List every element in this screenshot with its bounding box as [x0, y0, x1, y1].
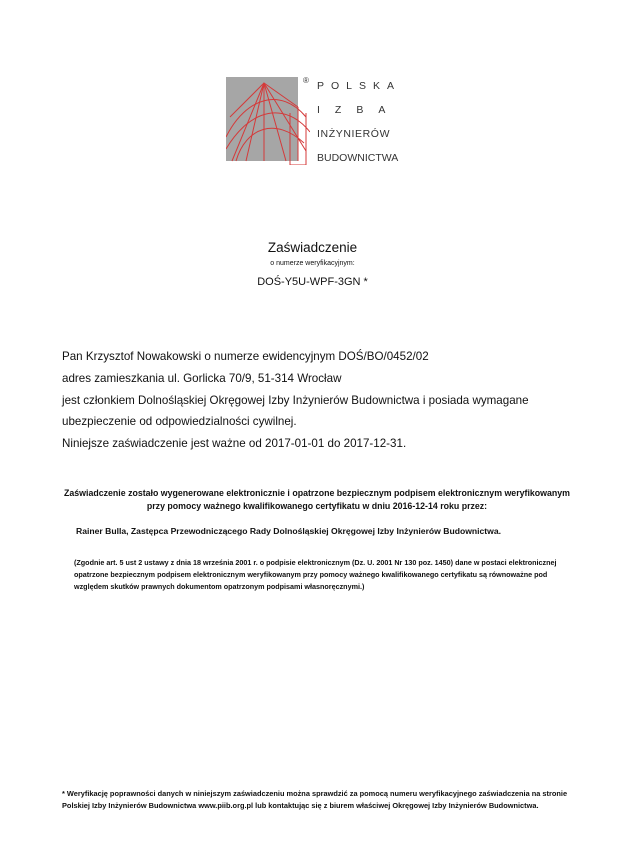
certificate-title: Zaświadczenie: [267, 240, 358, 255]
logo-line-izba: IZBA: [317, 104, 401, 116]
certificate-body: [62, 346, 562, 455]
body-line: adres zamieszkania ul. Gorlicka 70/9, 51-314 Wrocław: [62, 371, 342, 385]
piib-logo: [226, 74, 406, 170]
logo-line-budownictwa: BUDOWNICTWA: [317, 152, 399, 164]
registered-mark: ®: [303, 76, 309, 85]
body-line: ubezpieczenie od odpowiedzialności cywilnej.: [62, 415, 297, 429]
body-line: Niniejsze zaświadczenie jest ważne od 2017-01-01 do 2017-12-31.: [62, 437, 407, 451]
certificate-subtitle: o numerze weryfikacyjnym:: [270, 260, 355, 267]
legal-note: (Zgodnie art. 5 ust 2 ustawy z dnia 18 września 2001 r. o podpisie elektronicznym (Dz. U. 2001 Nr 130 poz. 1450) dane w postaci elektronicznej opatrzone bezpiecznym podpisem elektronicznym weryfikowanym przy pomocy ważnego kwalifikowanego certyfikatu są równoważne pod względem skutków prawnych dokumentom opatrzonym podpisami własnoręcznymi.): [74, 558, 557, 591]
signature-statement: Zaświadczenie zostało wygenerowane elektronicznie i opatrzone bezpiecznym podpisem elektronicznym weryfikowanym przy pomocy ważnego kwalifikowanego certyfikatu w dniu 2016-12-14 roku przez:: [64, 488, 570, 511]
logo-line-inzynierow: INŻYNIERÓW: [317, 128, 391, 140]
verification-footnote: * Weryfikację poprawności danych w niniejszym zaświadczeniu można sprawdzić za pomocą numeru weryfikacyjnego zaświadczenia na stronie Polskiej Izby Inżynierów Budownictwa www.piib.org.pl lub kontaktując się z biurem właściwej Okręgowej Izby Inżynierów Budownictwa.: [62, 789, 568, 810]
logo-line-polska: POLSKA: [317, 80, 402, 92]
logo-wordmark: [317, 74, 412, 170]
signer-name: Rainer Bulla, Zastępca Przewodniczącego Rady Dolnośląskiej Okręgowej Izby Inżynierów Budownictwa.: [76, 526, 502, 536]
body-line: Pan Krzysztof Nowakowski o numerze ewidencyjnym DOŚ/BO/0452/02: [62, 350, 429, 363]
piib-emblem-icon: [226, 77, 310, 165]
body-line: jest członkiem Dolnośląskiej Okręgowej Izby Inżynierów Budownictwa i posiada wymagane: [62, 393, 529, 407]
verification-number: DOŚ-Y5U-WPF-3GN *: [257, 276, 368, 288]
